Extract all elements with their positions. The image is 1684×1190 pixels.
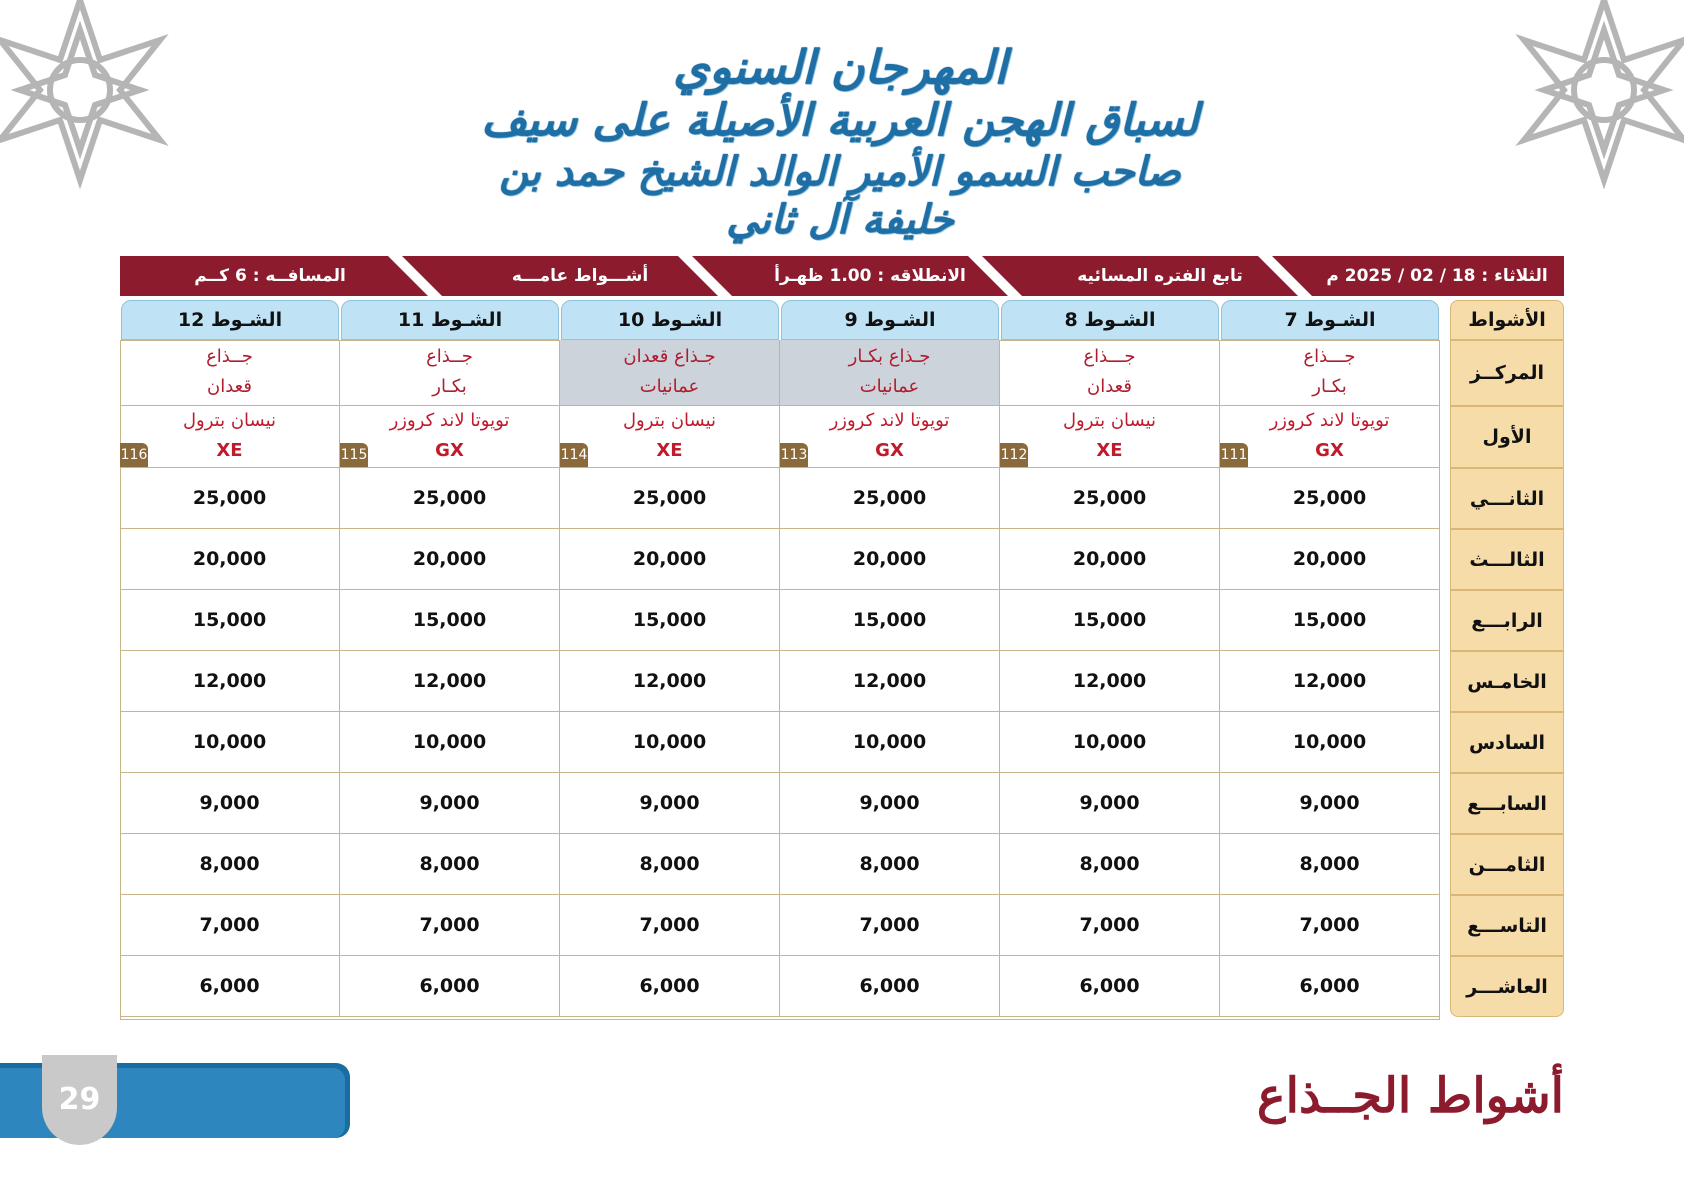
prize-amount: 12,000: [120, 651, 340, 712]
prize-amount: 12,000: [560, 651, 780, 712]
category-primary: جـــذاع: [1083, 346, 1136, 367]
prize-amount: 7,000: [340, 895, 560, 956]
shot-header: الشـوط 11: [341, 300, 559, 340]
row-label-center: المركــز: [1450, 340, 1564, 406]
shot-header: الشـوط 7: [1221, 300, 1439, 340]
prize-amount: 8,000: [1000, 834, 1220, 895]
row-label-rank: الثانـــي: [1450, 468, 1564, 529]
prize-amount: 7,000: [780, 895, 1000, 956]
car-model: GX: [435, 440, 464, 461]
prize-amount: 8,000: [560, 834, 780, 895]
prize-amount: 20,000: [1220, 529, 1440, 590]
prize-amount: 6,000: [780, 956, 1000, 1017]
prize-amount: 20,000: [560, 529, 780, 590]
title-line-1: المهرجان السنوي: [673, 40, 1007, 94]
prize-amount: 12,000: [780, 651, 1000, 712]
prize-amount: 8,000: [780, 834, 1000, 895]
category-secondary: بكـار: [432, 376, 467, 397]
prize-amount: 20,000: [340, 529, 560, 590]
prize-amount: 10,000: [1000, 712, 1220, 773]
prize-amount: 15,000: [340, 590, 560, 651]
car-prize: تويوتا لاند كروزر: [1269, 410, 1390, 431]
prize-amount: 10,000: [1220, 712, 1440, 773]
category-secondary: عمانيات: [639, 376, 700, 397]
race-number-badge: 115: [340, 443, 368, 467]
shot-header: الشـوط 10: [561, 300, 779, 340]
car-prize: تويوتا لاند كروزر: [829, 410, 950, 431]
prize-amount: 25,000: [1000, 468, 1220, 529]
prize-amount: 6,000: [1000, 956, 1220, 1017]
prize-amount: 10,000: [120, 712, 340, 773]
car-prize: نيسان بترول: [182, 410, 277, 431]
section-title: أشواط الجــذاع: [1256, 1068, 1564, 1124]
category-primary: جـذاع بكـار: [848, 346, 931, 367]
center-cell: [780, 340, 1000, 406]
prize-amount: 25,000: [780, 468, 1000, 529]
race-number-badge: 113: [780, 443, 808, 467]
first-prize-cell: [1000, 406, 1220, 468]
prize-amount: 9,000: [560, 773, 780, 834]
center-cell: [120, 340, 340, 406]
prize-amount: 9,000: [120, 773, 340, 834]
first-prize-cell: [340, 406, 560, 468]
page-number: 29: [42, 1055, 117, 1145]
center-cell: [1220, 340, 1440, 406]
race-number-badge: 116: [120, 443, 148, 467]
first-prize-cell: [1220, 406, 1440, 468]
row-label-rank: التاســـع: [1450, 895, 1564, 956]
prize-amount: 6,000: [340, 956, 560, 1017]
row-label-first: الأول: [1450, 406, 1564, 468]
category-secondary: قعدان: [1087, 376, 1132, 397]
prize-amount: 9,000: [1000, 773, 1220, 834]
prize-amount: 7,000: [560, 895, 780, 956]
row-label-rank: الرابـــع: [1450, 590, 1564, 651]
category-primary: جـــذاع: [1303, 346, 1356, 367]
category-secondary: قعدان: [207, 376, 252, 397]
row-label-rank: السادس: [1450, 712, 1564, 773]
first-prize-cell: [120, 406, 340, 468]
prize-amount: 8,000: [340, 834, 560, 895]
prize-amount: 15,000: [1220, 590, 1440, 651]
prize-amount: 10,000: [560, 712, 780, 773]
category-primary: جـذاع قعدان: [623, 346, 716, 367]
banner-distance: المسافــه : 6 كــم: [194, 266, 346, 286]
car-prize: نيسان بترول: [1062, 410, 1157, 431]
prize-amount: 12,000: [340, 651, 560, 712]
shot-header: الشـوط 9: [781, 300, 999, 340]
row-label-rank: الخامـس: [1450, 651, 1564, 712]
row-label-rank: الثامـــن: [1450, 834, 1564, 895]
prize-amount: 25,000: [120, 468, 340, 529]
race-number-badge: 111: [1220, 443, 1248, 467]
prize-amount: 15,000: [1000, 590, 1220, 651]
prize-amount: 10,000: [340, 712, 560, 773]
ornament-star-icon: [1504, 0, 1684, 190]
title-line-2: لسباق الهجن العربية الأصيلة على سيف: [481, 95, 1199, 147]
banner-race-type: أشـــواط عامـــه: [511, 266, 649, 286]
prize-amount: 25,000: [340, 468, 560, 529]
prize-amount: 7,000: [1000, 895, 1220, 956]
prize-amount: 8,000: [120, 834, 340, 895]
race-number-badge: 114: [560, 443, 588, 467]
banner-start-time: الانطلاقه : 1.00 ظهـرأ: [774, 266, 966, 286]
info-banner: [120, 256, 1564, 296]
row-label-rank: السابـــع: [1450, 773, 1564, 834]
title-line-3: صاحب السمو الأمير الوالد الشيخ حمد بن خليفة آل ثاني: [499, 147, 1181, 243]
prize-amount: 12,000: [1000, 651, 1220, 712]
center-cell: [560, 340, 780, 406]
prize-amount: 7,000: [1220, 895, 1440, 956]
prize-amount: 15,000: [780, 590, 1000, 651]
shot-header: الشـوط 12: [121, 300, 339, 340]
prize-amount: 9,000: [1220, 773, 1440, 834]
category-primary: جــذاع: [206, 346, 253, 367]
prize-amount: 20,000: [120, 529, 340, 590]
prize-amount: 15,000: [560, 590, 780, 651]
ornament-star-icon: [0, 0, 180, 190]
prize-amount: 10,000: [780, 712, 1000, 773]
car-model: GX: [1315, 440, 1344, 461]
car-model: GX: [875, 440, 904, 461]
race-number-badge: 112: [1000, 443, 1028, 467]
first-prize-cell: [560, 406, 780, 468]
car-model: XE: [216, 440, 243, 461]
prize-amount: 15,000: [120, 590, 340, 651]
category-secondary: عمانيات: [859, 376, 920, 397]
center-cell: [340, 340, 560, 406]
car-prize: نيسان بترول: [622, 410, 717, 431]
row-label-rank: الثالـــث: [1450, 529, 1564, 590]
prize-amount: 20,000: [780, 529, 1000, 590]
banner-period: تابع الفتره المسائيه: [1077, 266, 1243, 286]
center-cell: [1000, 340, 1220, 406]
first-prize-cell: [780, 406, 1000, 468]
prize-amount: 12,000: [1220, 651, 1440, 712]
car-model: XE: [656, 440, 683, 461]
shot-header: الشـوط 8: [1001, 300, 1219, 340]
category-secondary: بكـار: [1312, 376, 1347, 397]
prize-amount: 25,000: [1220, 468, 1440, 529]
row-label-rank: العاشـــر: [1450, 956, 1564, 1017]
prize-amount: 25,000: [560, 468, 780, 529]
banner-date: الثلاثاء : 18 / 02 / 2025 م: [1326, 266, 1548, 286]
row-label-shots: الأشواط: [1450, 300, 1564, 340]
prize-amount: 20,000: [1000, 529, 1220, 590]
prize-amount: 6,000: [560, 956, 780, 1017]
festival-title: [480, 40, 1200, 244]
prize-amount: 7,000: [120, 895, 340, 956]
category-primary: جــذاع: [426, 346, 473, 367]
prize-amount: 9,000: [780, 773, 1000, 834]
prize-amount: 6,000: [1220, 956, 1440, 1017]
car-prize: تويوتا لاند كروزر: [389, 410, 510, 431]
prize-amount: 9,000: [340, 773, 560, 834]
prize-amount: 6,000: [120, 956, 340, 1017]
prize-amount: 8,000: [1220, 834, 1440, 895]
car-model: XE: [1096, 440, 1123, 461]
